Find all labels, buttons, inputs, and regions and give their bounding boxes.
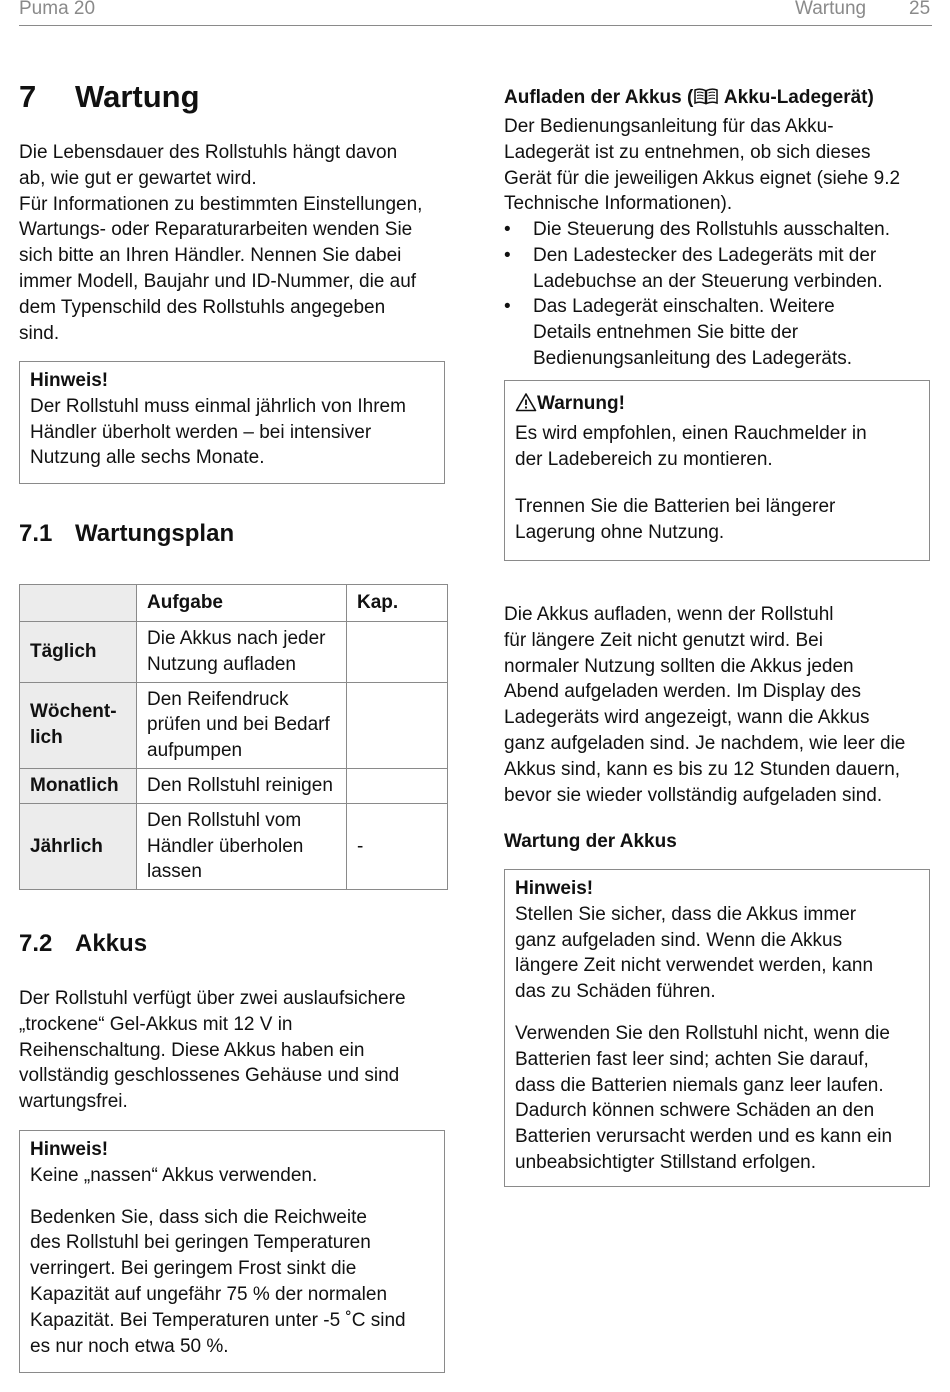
- note-battery-care: Hinweis! Stellen Sie sicher, dass die Akkus immer ganz aufgeladen sind. Wenn die Akkus längere Zeit nicht verwendet werden, kann das zu Schäden führen. Verwenden Sie den Rollstuhl nicht, wenn die Batterien fast leer sind; achten Sie darauf, dass die Batterien niemals ganz leer laufen. Dadurch können schwere Schäden an den Batterien verursacht werden und es kann ein unbeabsichtigter Stillstand erfolgen.: [504, 869, 930, 1187]
- column-header-task: Aufgabe: [137, 585, 347, 622]
- chapter-title: 7 Wartung: [19, 79, 200, 114]
- list-item: • Das Ladegerät einschalten. Weitere Details entnehmen Sie bitte der Bedienungsanleitung des Ladegeräts.: [504, 294, 934, 371]
- table-header-row: [20, 585, 448, 622]
- column-header-chapter: Kap.: [347, 585, 448, 622]
- book-icon: [693, 86, 719, 106]
- warning-smoke-detector: Warnung! Es wird empfohlen, einen Rauchmelder in der Ladebereich zu montieren. Trennen Sie die Batterien bei längerer Lagerung ohne Nutzung.: [504, 380, 930, 561]
- row-task: Den Reifendruck prüfen und bei Bedarf aufpumpen: [137, 682, 347, 768]
- header-page-number: 25: [909, 0, 931, 19]
- row-chapter: -: [347, 803, 448, 889]
- intro-paragraph: Die Lebensdauer des Rollstuhls hängt davon ab, wie gut er gewartet wird. Für Informationen zu bestimmten Einstellungen, Wartungs- oder Reparaturarbeiten wenden Sie sich bitte an Ihren Händler. Nennen Sie dabei immer Modell, Baujahr und ID-Nummer, die auf dem Typenschild des Rollstuhls angegeben sind.: [19, 142, 423, 344]
- charging-steps: [504, 217, 934, 372]
- table-row: [20, 622, 448, 683]
- row-label-monthly: Monatlich: [20, 768, 137, 803]
- table-row: [20, 682, 448, 768]
- row-task: Den Rollstuhl reinigen: [137, 768, 347, 803]
- row-label-yearly: Jährlich: [20, 803, 137, 889]
- list-item: • Die Steuerung des Rollstuhls ausschalten.: [504, 217, 934, 243]
- charging-details-paragraph: Die Akkus aufladen, wenn der Rollstuhl für längere Zeit nicht genutzt wird. Bei normaler Nutzung sollten die Akkus jeden Abend aufgeladen werden. Im Display des Ladegeräts wird angezeigt, wann die Akkus ganz aufgeladen sind. Je nachdem, wie leer die Akkus sind, kann es bis zu 12 Stunden dauern, bevor sie wieder vollständig aufgeladen sind.: [504, 604, 906, 806]
- batteries-paragraph: Der Rollstuhl verfügt über zwei auslaufsichere „trockene“ Gel-Akkus mit 12 V in Reihenschaltung. Diese Akkus haben ein vollständig geschlossenes Gehäuse und sind wartungsfrei.: [19, 988, 406, 1113]
- battery-maintenance-heading: Wartung der Akkus: [504, 831, 677, 852]
- maintenance-plan-table: [19, 584, 448, 890]
- list-item: • Den Ladestecker des Ladegeräts mit der Ladebuchse an der Steuerung verbinden.: [504, 243, 934, 295]
- charging-heading: Aufladen der Akkus ( Akku-Ladegerät): [504, 87, 874, 108]
- section-heading-batteries: 7.2 Akkus: [19, 930, 148, 957]
- row-chapter: [347, 682, 448, 768]
- charging-paragraph: Der Bedienungsanleitung für das Akku- Ladegerät ist zu entnehmen, ob sich dieses Gerät für die jeweiligen Akkus eignet (siehe 9.2 Technische Informationen).: [504, 116, 901, 215]
- row-chapter: [347, 622, 448, 683]
- note-no-wet-batteries: Hinweis! Keine „nassen“ Akkus verwenden. Bedenken Sie, dass sich die Reichweite des Rollstuhl bei geringen Temperaturen verringert. Bei geringem Frost sinkt die Kapazität auf ungefähr 75 % der normalen Kapazität. Bei Temperaturen unter -5 ˚C sind es nur noch etwa 50 %.: [19, 1130, 445, 1373]
- row-task: Den Rollstuhl vom Händler überholen lassen: [137, 803, 347, 889]
- row-label-daily: Täglich: [20, 622, 137, 683]
- section-heading-maintenance-plan: 7.1 Wartungsplan: [19, 520, 235, 547]
- row-chapter: [347, 768, 448, 803]
- warning-triangle-icon: [515, 392, 537, 412]
- warning-title: Warnung!: [537, 393, 625, 414]
- row-label-weekly: Wöchent- lich: [20, 682, 137, 768]
- note-annual-service: Hinweis! Der Rollstuhl muss einmal jährlich von Ihrem Händler überholt werden – bei intensiver Nutzung alle sechs Monate.: [19, 361, 445, 484]
- table-row: [20, 768, 448, 803]
- table-row: [20, 803, 448, 889]
- header-product: Puma 20: [19, 0, 96, 19]
- row-task: Die Akkus nach jeder Nutzung aufladen: [137, 622, 347, 683]
- header-section: Wartung: [795, 0, 867, 19]
- header-rule: [19, 25, 932, 26]
